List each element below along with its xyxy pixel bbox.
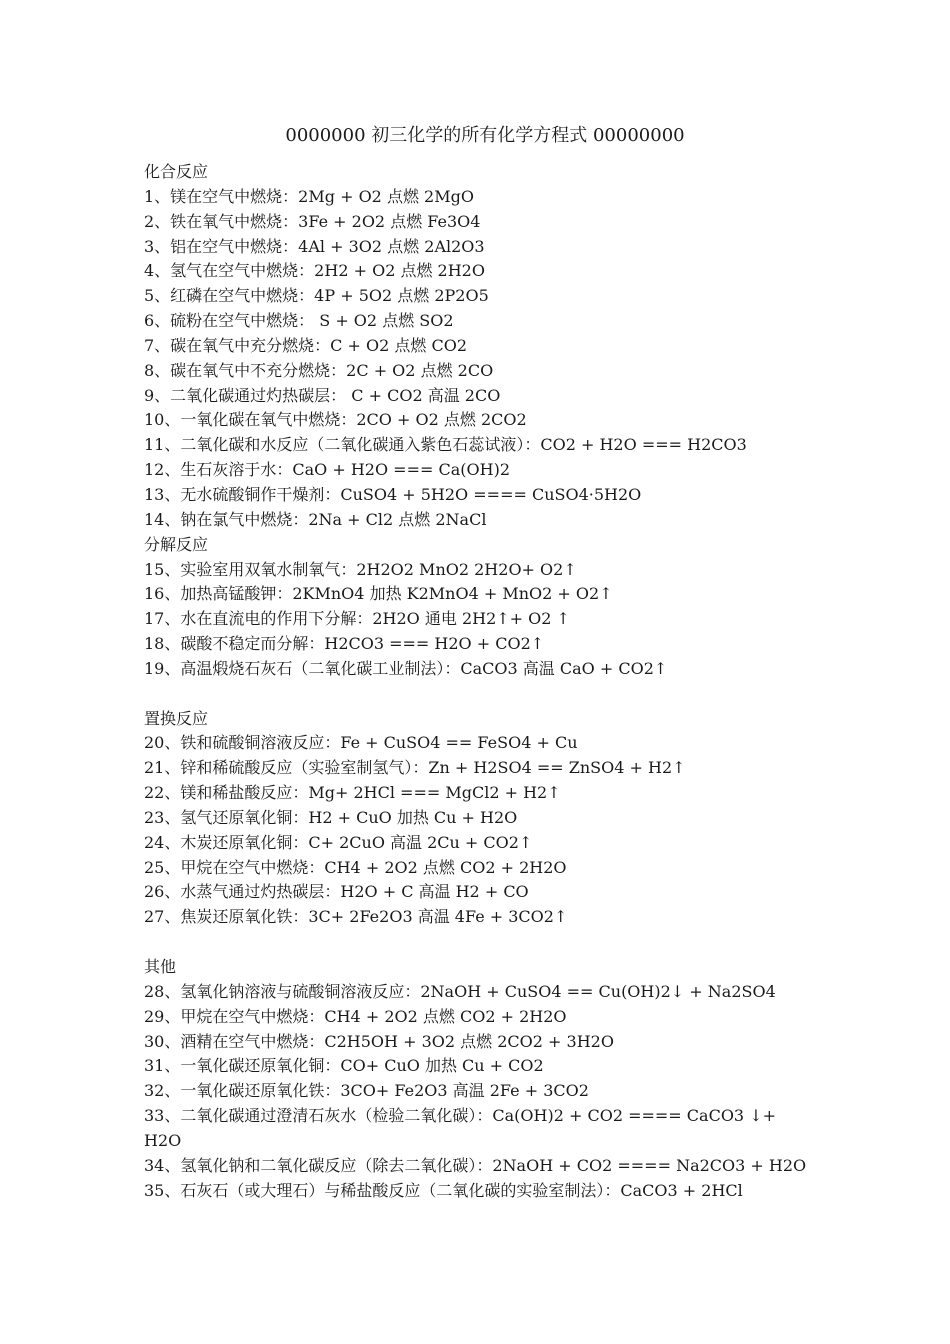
equation-line: 9、二氧化碳通过灼热碳层： C + CO2 高温 2CO [144,385,501,405]
equation-line: 18、碳酸不稳定而分解：H2CO3 === H2O + CO2↑ [144,634,545,654]
equation-line: 29、甲烷在空气中燃烧：CH4 + 2O2 点燃 CO2 + 2H2O [144,1006,567,1026]
equation-line: 20、铁和硫酸铜溶液反应：Fe + CuSO4 == FeSO4 + Cu [144,733,578,753]
equation-line: 26、水蒸气通过灼热碳层：H2O + C 高温 H2 + CO [144,882,529,902]
equation-line: 7、碳在氧气中充分燃烧：C + O2 点燃 CO2 [144,335,468,355]
equation-line: 22、镁和稀盐酸反应：Mg+ 2HCl === MgCl2 + H2↑ [144,783,561,803]
equation-line: 14、钠在氯气中燃烧：2Na + Cl2 点燃 2NaCl [144,509,487,529]
equation-line: 30、酒精在空气中燃烧：C2H5OH + 3O2 点燃 2CO2 + 3H2O [144,1031,614,1051]
equation-line: 32、一氧化碳还原氧化铁：3CO+ Fe2O3 高温 2Fe + 3CO2 [144,1081,589,1101]
blank-line [144,930,814,955]
section-heading: 置换反应 [144,708,209,728]
equation-line: 10、一氧化碳在氧气中燃烧：2CO + O2 点燃 2CO2 [144,410,527,430]
equation-line: 4、氢气在空气中燃烧：2H2 + O2 点燃 2H2O [144,261,485,281]
section-decomposition [144,533,814,682]
equation-line: 5、红磷在空气中燃烧：4P + 5O2 点燃 2P2O5 [144,286,489,306]
equation-line: 6、硫粉在空气中燃烧： S + O2 点燃 SO2 [144,311,454,331]
equation-line: 33、二氧化碳通过澄清石灰水（检验二氧化碳）：Ca(OH)2 + CO2 ==== CaCO3 ↓+ [144,1106,777,1126]
equation-line: 2、铁在氧气中燃烧：3Fe + 2O2 点燃 Fe3O4 [144,211,481,231]
section-displacement [144,707,814,931]
equation-line: 27、焦炭还原氧化铁：3C+ 2Fe2O3 高温 4Fe + 3CO2↑ [144,907,568,927]
equation-line: 31、一氧化碳还原氧化铜：CO+ CuO 加热 Cu + CO2 [144,1056,544,1076]
equation-line: 12、生石灰溶于水：CaO + H2O === Ca(OH)2 [144,460,510,480]
section-heading: 化合反应 [144,162,209,181]
document-page [144,120,814,1203]
equation-line: 25、甲烷在空气中燃烧：CH4 + 2O2 点燃 CO2 + 2H2O [144,857,567,877]
equation-line: 21、锌和稀硫酸反应（实验室制氢气）：Zn + H2SO4 == ZnSO4 + H2↑ [144,758,686,778]
equation-line: 1、镁在空气中燃烧：2Mg + O2 点燃 2MgO [144,186,474,206]
section-heading: 分解反应 [144,534,209,554]
section-other [144,955,814,1203]
equation-line: 16、加热高锰酸钾：2KMnO4 加热 K2MnO4 + MnO2 + O2↑ [144,584,613,604]
equation-line: 35、石灰石（或大理石）与稀盐酸反应（二氧化碳的实验室制法）：CaCO3 + 2HCl [144,1180,743,1200]
blank-line [144,682,814,707]
equation-line: 19、高温煅烧石灰石（二氧化碳工业制法）：CaCO3 高温 CaO + CO2↑ [144,658,668,678]
equation-line: 8、碳在氧气中不充分燃烧：2C + O2 点燃 2CO [144,360,494,380]
section-heading: 其他 [144,957,177,976]
equation-line: 15、实验室用双氧水制氧气：2H2O2 MnO2 2H2O+ O2↑ [144,559,577,579]
section-combination [144,160,814,533]
document-title: 0000000 初三化学的所有化学方程式 00000000 [285,125,685,146]
equation-line: H2O [144,1130,182,1150]
equation-line: 28、氢氧化钠溶液与硫酸铜溶液反应：2NaOH + CuSO4 == Cu(OH)2↓ + Na2SO4 [144,981,776,1001]
equation-line: 13、无水硫酸铜作干燥剂：CuSO4 + 5H2O ==== CuSO4·5H2O [144,484,642,504]
equation-line: 23、氢气还原氧化铜：H2 + CuO 加热 Cu + H2O [144,807,518,827]
equation-line: 3、铝在空气中燃烧：4Al + 3O2 点燃 2Al2O3 [144,236,485,256]
equation-line: 17、水在直流电的作用下分解：2H2O 通电 2H2↑+ O2 ↑ [144,609,570,629]
equation-line: 34、氢氧化钠和二氧化碳反应（除去二氧化碳）：2NaOH + CO2 ==== Na2CO3 + H2O [144,1155,807,1175]
equation-line: 24、木炭还原氧化铜：C+ 2CuO 高温 2Cu + CO2↑ [144,832,533,852]
equation-line: 11、二氧化碳和水反应（二氧化碳通入紫色石蕊试液）：CO2 + H2O === H2CO3 [144,435,747,455]
